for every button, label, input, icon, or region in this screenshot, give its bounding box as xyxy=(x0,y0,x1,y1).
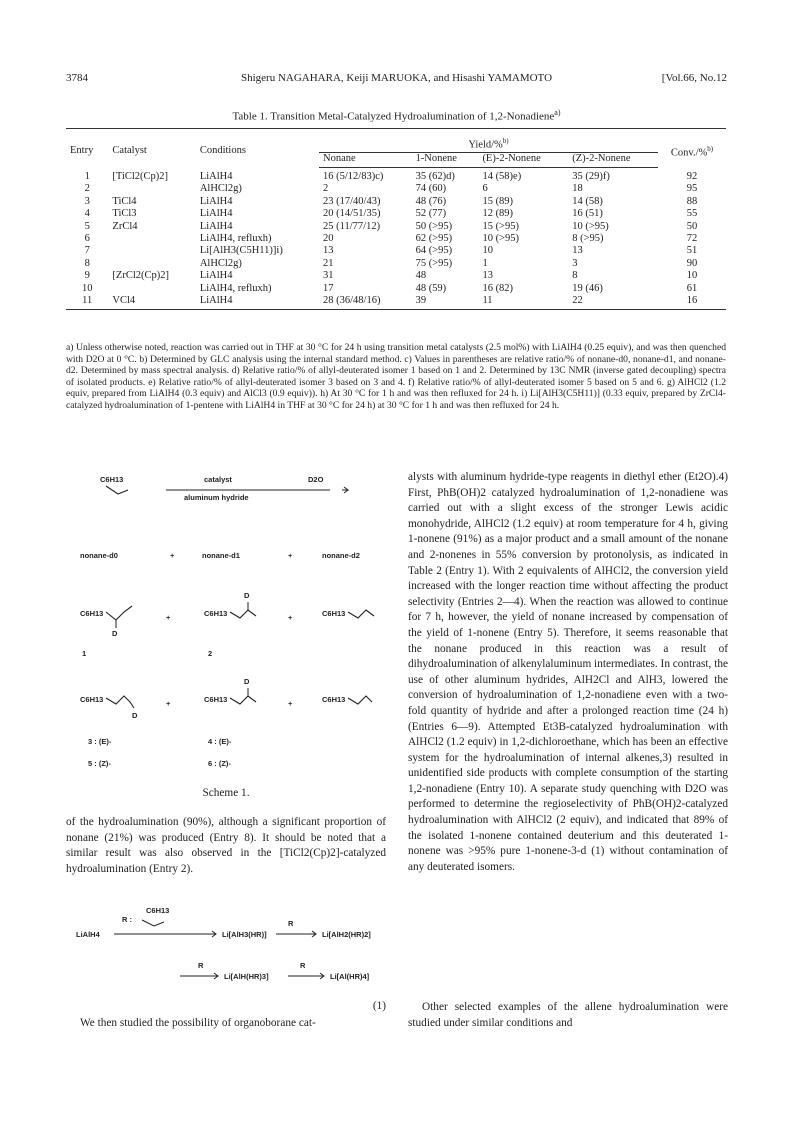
results-table xyxy=(66,128,726,310)
cell-entry: 1 xyxy=(84,170,90,182)
running-header-authors: Shigeru NAGAHARA, Keiji MARUOKA, and Hisashi YAMAMOTO xyxy=(240,72,553,84)
cell-nonene1: 75 (>95) xyxy=(415,257,453,269)
cell-catalyst: VCl4 xyxy=(108,295,195,310)
scheme-caption: Scheme 1. xyxy=(202,787,250,799)
cell-entry: 11 xyxy=(66,295,108,310)
cell-nonene1: 50 (>95) xyxy=(415,220,453,232)
cell-e2: 13 xyxy=(482,270,493,282)
cell-conv: 61 xyxy=(686,282,698,294)
cell-conditions: LiAlH4 xyxy=(199,170,233,182)
cell-conditions: AlHCl2g) xyxy=(199,257,242,269)
deuterium-3: D xyxy=(132,711,138,720)
scheme-1 xyxy=(66,470,386,810)
eq-c6h13: C6H13 xyxy=(146,906,170,915)
cell-nonene1: 48 xyxy=(415,270,427,282)
table-row xyxy=(66,258,726,270)
c6h13-2: C6H13 xyxy=(204,609,228,618)
cell-catalyst: ZrCl4 xyxy=(112,220,138,232)
c6h13-5: C6H13 xyxy=(204,695,228,704)
cell-catalyst xyxy=(108,183,195,195)
cell-nonene1: 48 (59) xyxy=(415,282,447,294)
left-column-paragraph: of the hydroalumination (90%), although a significant proportion of nonane (21%) was produced (Entry 8). It should be noted that a similar result was also observed in the [TiCl2(Cp)2]-catalyzed hydroalumination (Entry 2). xyxy=(66,816,386,875)
eq-r-def: R : xyxy=(122,915,132,924)
cell-nonene1: 52 (77) xyxy=(415,208,447,220)
cell-entry: 5 xyxy=(84,220,90,232)
cell-conv: 55 xyxy=(686,208,698,220)
cell-e2: 10 xyxy=(482,245,493,257)
sub-e-2-nonene: (E)-2-Nonene xyxy=(478,152,568,167)
table-row xyxy=(66,167,726,183)
cell-nonane: 31 xyxy=(323,270,334,282)
table-row xyxy=(66,220,726,232)
cell-z2: 10 (>95) xyxy=(572,220,609,232)
cell-z2: 3 xyxy=(572,257,578,269)
cell-nonane: 2 xyxy=(323,183,329,195)
arrow-label-aluminum-hydride: aluminum hydride xyxy=(184,493,249,502)
c6h13-6: C6H13 xyxy=(322,695,346,704)
equation-number: (1) xyxy=(372,1000,386,1012)
sub-nonane: Nonane xyxy=(319,152,412,167)
cell-e2: 12 (89) xyxy=(482,208,514,220)
plus-6: + xyxy=(288,699,293,708)
eq-r-2: R xyxy=(198,961,204,970)
cell-e2: 10 (>95) xyxy=(482,233,519,245)
page-number: 3784 xyxy=(66,72,88,84)
reactant-allene-bond xyxy=(106,486,128,494)
arrow-label-catalyst: catalyst xyxy=(204,475,232,484)
table-header-row xyxy=(66,129,726,153)
eq-product-4: Li[Al(HR)4] xyxy=(330,972,370,981)
table-footnotes: a) Unless otherwise noted, reaction was carried out in THF at 30 °C for 24 h using transition metal catalysts (2.5 mol%) with LiAlH4 (0.25 equiv), and was then quenched with D2O at 0 °C. b) Determined by GLC analysis using the internal standard method. c) Values in parentheses are relative ratio/% of nonane-d0, nonane-d1, and nonane-d2. Determined by mass spectral analysis. d) Relative ratio/% of allyl-deuterated isomer 1 based on 1 and 2. Determined by 13C NMR (inverse gated decoupling) spectra of isolated products. e) Relative ratio/% of allyl-deuterated isomer 3 based on 3 and 4. f) Relative ratio/% of allyl-deuterated isomer 5 based on 5 and 6. g) AlHCl2 (1.2 equiv, prepared from LiAlH4 (0.3 equiv) and AlCl3 (0.9 equiv)). h) At 30 °C for 1 h and was then refluxed for 24 h. i) Li[AlH3(C5H11)] (0.33 equiv, prepared by ZrCl4-catalyzed hydroalumination of 1-pentene with LiAlH4 in THF at 30 °C for 24 h) at 30 °C for 1 h and was then refluxed for 24 h. xyxy=(66,342,726,411)
deuterium-1: D xyxy=(112,629,118,638)
col-entry: Entry xyxy=(66,129,108,168)
cell-nonene1: 62 (>95) xyxy=(415,233,453,245)
cell-z2: 8 (>95) xyxy=(572,233,604,245)
cell-nonane: 20 (14/51/35) xyxy=(323,208,381,220)
arrow-head xyxy=(342,487,348,493)
nonane-d0: nonane-d0 xyxy=(80,551,118,560)
eq-lialh4: LiAlH4 xyxy=(76,930,100,939)
table-row xyxy=(66,183,726,195)
cell-catalyst: TiCl4 xyxy=(112,195,137,207)
c6h13-1: C6H13 xyxy=(80,609,104,618)
table-caption: Table 1. Transition Metal-Catalyzed Hydroalumination of 1,2-Nonadiene$^{a)}$ xyxy=(232,108,561,123)
cell-e2: 14 (58)e) xyxy=(482,171,522,183)
cell-conv: 90 xyxy=(686,257,698,269)
deuterium-4: D xyxy=(244,677,250,686)
cell-catalyst xyxy=(108,245,195,257)
cell-nonane: 28 (36/48/16) xyxy=(319,295,412,310)
cell-conv: 72 xyxy=(686,233,698,245)
cell-nonene1: 39 xyxy=(412,295,479,310)
cell-catalyst: [ZrCl2(Cp)2] xyxy=(112,270,169,282)
eq-r-3: R xyxy=(300,961,306,970)
cell-nonane: 23 (17/40/43) xyxy=(323,195,381,207)
arrow-label-d2o: D2O xyxy=(308,475,324,484)
cell-conditions: LiAlH4 xyxy=(199,220,233,232)
cell-catalyst xyxy=(108,282,195,294)
cell-entry: 6 xyxy=(84,233,90,245)
cell-nonene1: 64 (>95) xyxy=(415,245,453,257)
cell-conditions: LiAlH4 xyxy=(196,295,319,310)
cell-z2: 22 xyxy=(568,295,658,310)
cell-nonane: 20 xyxy=(323,233,334,245)
cell-z2: 18 xyxy=(572,183,583,195)
cell-conditions: AlHCl2g) xyxy=(199,183,242,195)
cell-nonane: 25 (11/77/12) xyxy=(323,220,381,232)
plus-5: + xyxy=(166,699,171,708)
table-row xyxy=(66,245,726,257)
cell-conditions: Li[AlH3(C5H11)]i) xyxy=(199,245,283,257)
cell-e2: 1 xyxy=(482,257,488,269)
cell-nonene1: 48 (76) xyxy=(415,195,447,207)
table-row xyxy=(66,282,726,294)
cell-z2: 35 (29)f) xyxy=(572,171,610,183)
cell-z2: 8 xyxy=(572,270,578,282)
cell-conv: 51 xyxy=(686,245,698,257)
cell-z2: 16 (51) xyxy=(572,208,603,220)
compound-2-label: 2 xyxy=(208,649,213,658)
cell-e2: 6 xyxy=(482,183,488,195)
right-column-paragraph-2: Other selected examples of the allene hydroalumination were studied under similar conditions and xyxy=(408,1001,728,1029)
cell-conv: 88 xyxy=(686,195,698,207)
cell-catalyst: TiCl3 xyxy=(112,208,137,220)
cell-entry: 7 xyxy=(84,245,90,257)
col-catalyst: Catalyst xyxy=(108,129,195,168)
compound-3-label: 3 : (E)- xyxy=(88,737,112,746)
reactant-c6h13: C6H13 xyxy=(100,475,124,484)
eq-r-1: R xyxy=(288,919,294,928)
compound-4-label: 4 : (E)- xyxy=(208,737,232,746)
cell-conditions: LiAlH4, refluxh) xyxy=(199,282,272,294)
cell-conv: 92 xyxy=(686,170,698,182)
cell-conv: 95 xyxy=(686,183,698,195)
col-conv: Conv./%$^{b)}$ xyxy=(658,129,726,168)
cell-e2: 16 (82) xyxy=(482,282,514,294)
cell-conditions: LiAlH4, refluxh) xyxy=(199,233,272,245)
cell-e2: 11 xyxy=(478,295,568,310)
table-row xyxy=(66,208,726,220)
cell-nonene1: 35 (62)d) xyxy=(415,171,455,183)
cell-nonane: 16 (5/12/83)c) xyxy=(323,171,384,183)
cell-entry: 9 xyxy=(84,270,90,282)
cell-conditions: LiAlH4 xyxy=(199,195,233,207)
c6h13-4: C6H13 xyxy=(80,695,104,704)
cell-conditions: LiAlH4 xyxy=(199,270,233,282)
table-row xyxy=(66,295,726,310)
cell-entry: 3 xyxy=(84,195,90,207)
left-column-paragraph-2: We then studied the possibility of organoborane cat- xyxy=(80,1017,316,1029)
journal-volume: [Vol.66, No.12 xyxy=(661,72,727,84)
plus-1: + xyxy=(170,551,175,560)
sub-1-nonene: 1-Nonene xyxy=(412,152,479,167)
cell-conditions: LiAlH4 xyxy=(199,208,233,220)
cell-z2: 13 xyxy=(572,245,583,257)
cell-nonane: 13 xyxy=(323,245,334,257)
col-yield: Yield/%$^{b)}$ xyxy=(319,129,658,153)
cell-conv: 50 xyxy=(686,220,698,232)
nonane-d1: nonane-d1 xyxy=(202,551,240,560)
cell-catalyst xyxy=(108,233,195,245)
c6h13-3: C6H13 xyxy=(322,609,346,618)
compound-6-label: 6 : (Z)- xyxy=(208,759,231,768)
cell-entry: 4 xyxy=(84,208,90,220)
compound-5-label: 5 : (Z)- xyxy=(88,759,111,768)
right-column-paragraph: alysts with aluminum hydride-type reagents in diethyl ether (Et2O).4) First, PhB(OH)2 catalyzed hydroalumination of 1,2-nonadiene was carried out with a slight excess of the stronger Lewis acidic monohydride, AlHCl2 (1.2 equiv) at room temperature for 4 h, giving 1-nonene (91%) as a major product and a small amount of the nonane and 2-nonenes in 55% conversion by protonolysis, as indicated in Table 2 (Entry 1). With 2 equivalents of AlHCl2, the conversion yield increased with the longer reaction time without affecting the product selectivity (Entries 2—4). When the reaction was allowed to continue for 7 h, however, the yield of nonane increased by compensation of the yield of 1-nonene (Entry 5). Therefore, it seems reasonable that the nonane produced in this reaction was a result of dihydroalumination of alkenylaluminum intermediates. In contrast, the use of other aluminum hydrides, AlH2Cl and AlH3, lowered the conversion of hydroalumination of 1,2-nonadiene even with a two-fold quantity of hydride and after a prolonged reaction time (24 h) (Entries 6—9). Attempted Et3B-catalyzed hydroalumination with AlHCl2 (1.2 equiv) in 1,2-dichloroethane, which has been an effective system for the hydroalumination of internal alkenes,3) resulted in unidentified side products with complete consumption of the starting 1,2-nonadiene (Entry 10). A separate study quenching with D2O was performed to determine the regioselectivity of PhB(OH)2-catalyzed hydroalumination with AlHCl2 (2 equiv), and indicated that 89% of the isolated 1-nonene contained deuterium and this deuterated 1-nonene was >95% pure 1-nonene-3-d (1) without contamination of any deuterated isomers. xyxy=(408,471,728,873)
sub-z-2-nonene: (Z)-2-Nonene xyxy=(568,152,658,167)
col-conditions: Conditions xyxy=(196,129,319,168)
cell-catalyst: [TiCl2(Cp)2] xyxy=(112,170,169,182)
compound-1-label: 1 xyxy=(82,649,87,658)
table-row xyxy=(66,233,726,245)
deuterium-2: D xyxy=(244,591,250,600)
nonane-d2: nonane-d2 xyxy=(322,551,360,560)
cell-e2: 15 (>95) xyxy=(482,220,519,232)
cell-nonene1: 74 (60) xyxy=(415,183,447,195)
cell-entry: 8 xyxy=(84,257,90,269)
table-row xyxy=(66,270,726,282)
eq-product-1: Li[AlH3(HR)] xyxy=(222,930,267,939)
cell-e2: 15 (89) xyxy=(482,195,514,207)
cell-nonane: 17 xyxy=(323,282,334,294)
plus-3: + xyxy=(166,613,171,622)
equation-1 xyxy=(66,876,386,1006)
cell-entry: 2 xyxy=(84,183,90,195)
cell-nonane: 21 xyxy=(323,257,334,269)
table-row xyxy=(66,196,726,208)
plus-4: + xyxy=(288,613,293,622)
eq-product-3: Li[AlH(HR)3] xyxy=(224,972,269,981)
eq-product-2: Li[AlH2(HR)2] xyxy=(322,930,371,939)
cell-conv: 16 xyxy=(658,295,726,310)
cell-z2: 14 (58) xyxy=(572,195,603,207)
plus-2: + xyxy=(288,551,293,560)
cell-entry: 10 xyxy=(81,282,93,294)
cell-catalyst xyxy=(108,258,195,270)
cell-z2: 19 (46) xyxy=(572,282,603,294)
cell-conv: 10 xyxy=(686,270,698,282)
